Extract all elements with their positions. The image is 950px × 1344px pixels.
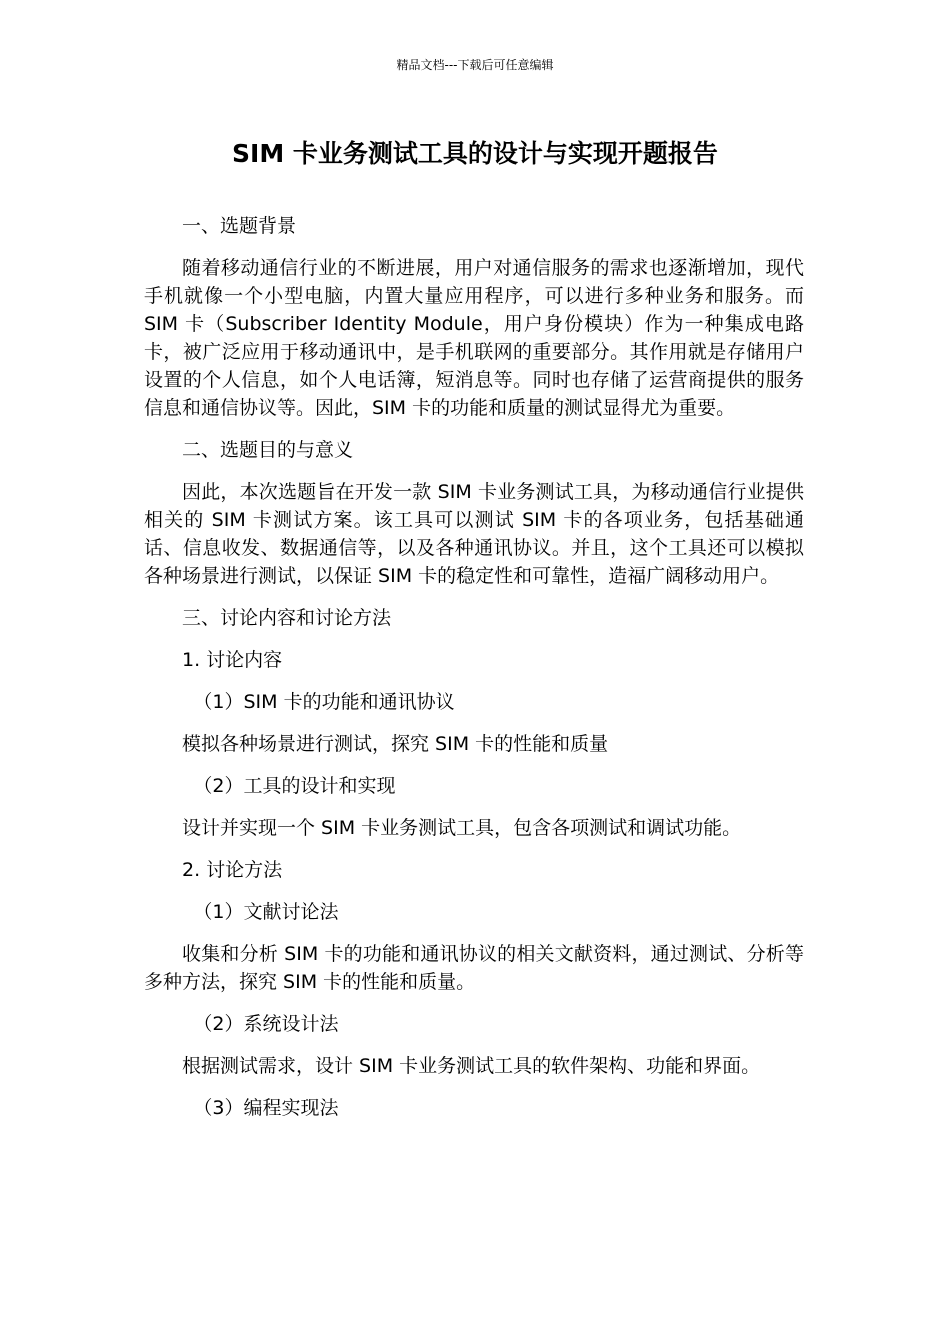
body-paragraph: 根据测试需求，设计 SIM 卡业务测试工具的软件架构、功能和界面。 [182,1055,761,1077]
body-paragraph: 因此，本次选题旨在开发一款 SIM 卡业务测试工具，为移动通信行业提供相关的 SIM 卡测试方案。该工具可以测试 SIM 卡的各项业务，包括基础通话、信息收发、数据通信等，以及各种通讯协议。并且，这个工具还可以模拟各种场景进行测试，以保证 SIM 卡的稳定性和可靠性，造福广阔移动用户。 [144,481,804,587]
body-paragraph: 设计并实现一个 SIM 卡业务测试工具，包含各项测试和调试功能。 [182,817,742,839]
subsection-heading: 1. 讨论内容 [182,649,283,671]
item-heading: （1）文献讨论法 [193,901,339,923]
item-heading: （2）工具的设计和实现 [193,775,396,797]
header-note: 精品文档---下载后可任意编辑 [396,58,554,72]
body-paragraph: 模拟各种场景进行测试，探究 SIM 卡的性能和质量 [182,733,609,755]
document-body [144,212,804,1136]
section-heading: 二、选题目的与意义 [182,439,354,461]
subsection-heading: 2. 讨论方法 [182,859,283,881]
item-heading: （3）编程实现法 [193,1097,339,1119]
item-heading: （1）SIM 卡的功能和通讯协议 [193,691,455,713]
section-heading: 一、选题背景 [182,215,297,237]
body-paragraph: 随着移动通信行业的不断进展，用户对通信服务的需求也逐渐增加，现代手机就像一个小型电脑，内置大量应用程序，可以进行多种业务和服务。而 SIM 卡（Subscriber Identity Module，用户身份模块）作为一种集成电路卡，被广泛应用于移动通讯中，是手机联网的重要部分。其作用就是存储用户设置的个人信息，如个人电话簿，短消息等。同时也存储了运营商提供的服务信息和通信协议等。因此，SIM 卡的功能和质量的测试显得尤为重要。 [144,257,804,419]
section-heading: 三、讨论内容和讨论方法 [182,607,392,629]
body-paragraph: 收集和分析 SIM 卡的功能和通讯协议的相关文献资料，通过测试、分析等多种方法，探究 SIM 卡的性能和质量。 [144,943,804,993]
document-title: SIM 卡业务测试工具的设计与实现开题报告 [232,139,718,168]
item-heading: （2）系统设计法 [193,1013,339,1035]
